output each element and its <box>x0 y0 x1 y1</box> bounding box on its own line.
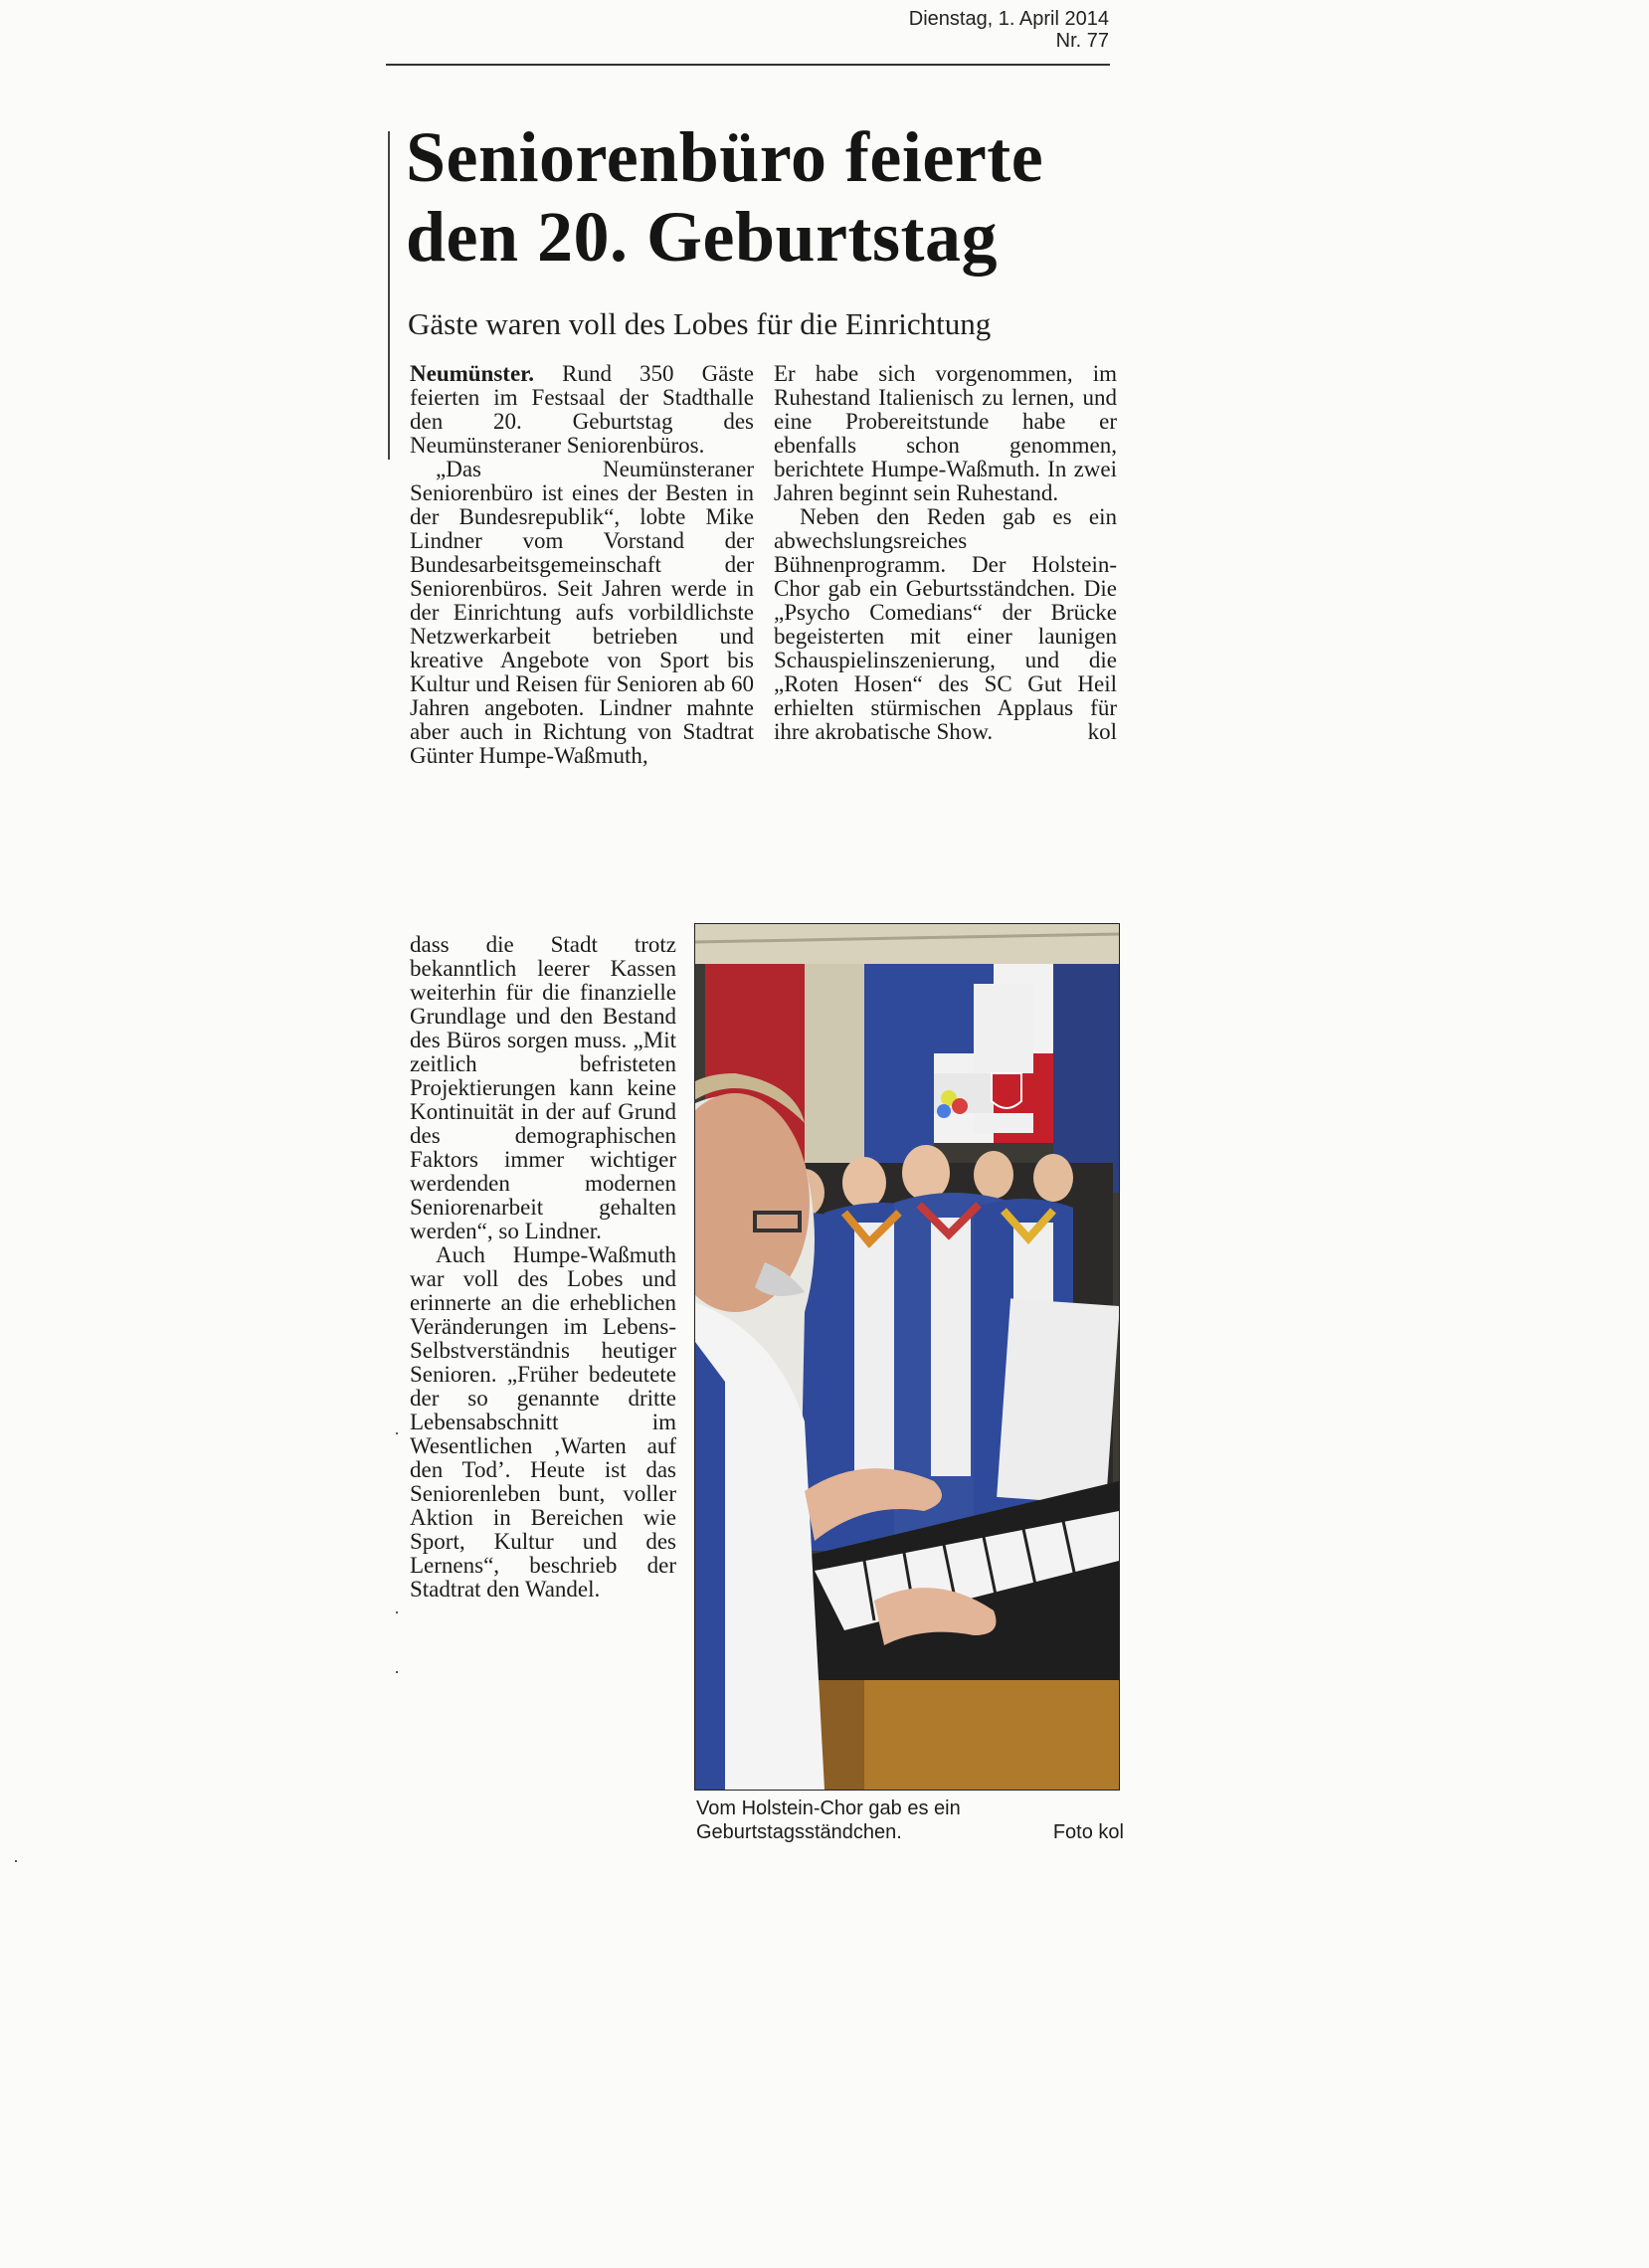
dateline <box>909 8 1109 52</box>
article-subheadline: Gäste waren voll des Lobes für die Einrichtung <box>408 306 992 341</box>
paragraph: Auch Humpe-Waßmuth war voll des Lobes und erinnerte an die erheblichen Veränderungen im Lebens-Selbstverständnis heutiger Senioren. „Früher bedeutete der so genannte dritte Lebensabschnitt im Wesentlichen ‚Warten auf den Tod’. Heute ist das Seniorenleben bunt, voller Aktion in Bereichen wie Sport, Kultur und des Lernens“, beschrieb der Stadtrat den Wandel. <box>410 1242 676 1602</box>
paragraph-text: Rund 350 Gäste feierten im Festsaal der Stadthalle den 20. Geburtstag des Neumünsteraner Seniorenbüros. <box>410 361 755 458</box>
article-headline: Seniorenbüro feierte den 20. Geburtstag <box>406 117 1044 277</box>
header-rule <box>386 64 1110 66</box>
scan-speck <box>396 1671 398 1673</box>
paragraph-last <box>774 505 1117 744</box>
dateline-city: Neumünster. <box>410 361 535 386</box>
choir-photo-illustration <box>695 924 1119 1790</box>
paragraph: Er habe sich vorgenommen, im Ruhestand Italienisch zu lernen, und eine Probereitstunde habe er ebenfalls schon genommen, berichtete Humpe-Waßmuth. In zwei Jahren beginnt sein Ruhestand. <box>774 361 1117 505</box>
paragraph: „Das Neumünsteraner Seniorenbüro ist eines der Besten in der Bundesrepublik“, lobte Mike Lindner vom Vorstand der Bundesarbeitsgemeinschaft der Seniorenbüros. Seit Jahren werde in der Einrichtung aufs vorbildlichste Netzwerkarbeit betrieben und kreative Angebote von Sport bis Kultur und Reisen für Senioren ab 60 Jahren angeboten. Lindner mahnte aber auch in Richtung von Stadtrat Günter Humpe-Waßmuth, <box>410 457 754 768</box>
clipping-edge <box>388 131 390 460</box>
choir-photo <box>694 923 1120 1791</box>
issue-date: Dienstag, 1. April 2014 <box>908 8 1109 30</box>
scan-speck <box>396 1611 398 1613</box>
scan-speck <box>15 1860 17 1862</box>
photo-caption <box>696 1796 1124 1844</box>
photo-credit: Foto kol <box>1052 1821 1124 1843</box>
article-column-1 <box>410 362 754 768</box>
paragraph-text: Neben den Reden gab es ein abwechslungsreiches Bühnenprogramm. Der Holstein-Chor gab ein Geburtsständchen. Die „Psycho Comedians“ der Brücke begeisterten mit einer launigen Schauspielinszenierung, und die „Roten Hosen“ des SC Gut Heil erhielten stürmischen Applaus für ihre akrobatische Show. <box>774 504 1117 744</box>
author-initials: kol <box>1087 719 1117 744</box>
article-column-3 <box>410 933 676 1602</box>
lead-paragraph <box>410 362 754 458</box>
article-column-2 <box>774 362 1117 744</box>
scan-speck <box>396 1432 398 1434</box>
caption-text: Vom Holstein-Chor gab es ein Geburtstagsständchen. <box>696 1797 961 1843</box>
issue-number: Nr. 77 <box>1055 30 1109 52</box>
paragraph: dass die Stadt trotz bekanntlich leerer Kassen weiterhin für die finanzielle Grundlage und den Bestand des Büros sorgen muss. „Mit zeitlich befristeten Projektierungen kann keine Kontinuität in der auf Grund des demographischen Faktors immer wichtiger werdenden modernen Seniorenarbeit gehalten werden“, so Lindner. <box>410 932 676 1243</box>
